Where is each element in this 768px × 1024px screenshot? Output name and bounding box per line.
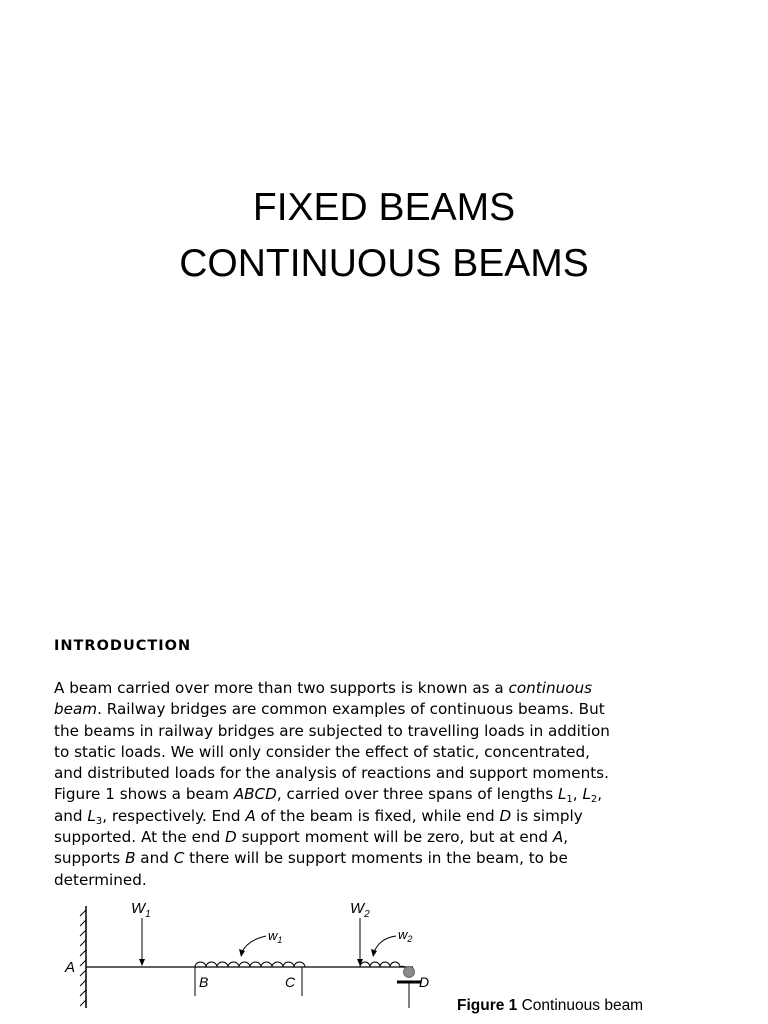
continuous-beam-figure (58, 896, 450, 1024)
introduction-paragraph: A beam carried over more than two supports is known as a continuous beam. Railway bridges are common examples of continuous beams. But the beams in railway bridges are subjected to travelling loads in addition to static loads. We will only consider the effect of static, concentrated, and distributed loads for the analysis of reactions and support moments. Figure 1 shows a beam ABCD, carried over three spans of lengths $L_1$, $L_2$, and $L_3$, respectively. End A of the beam is fixed, while end D is simply supported. At the end D support moment will be zero, but at end A, supports B and C there will be support moments in the beam, to be determined. (54, 679, 610, 889)
label-w1: $w_1$ (268, 928, 283, 945)
title-line-1: FIXED BEAMS (252, 186, 516, 229)
roller-support-d (404, 967, 415, 978)
title-line-2: CONTINUOUS BEAMS (179, 242, 589, 285)
figure-caption-text: Continuous beam (517, 997, 644, 1014)
fixed-support-hatch (80, 910, 86, 1006)
label-w2: $w_2$ (398, 927, 413, 944)
label-A: A (65, 959, 76, 976)
label-W2: $W_2$ (350, 900, 370, 920)
label-D: D (419, 974, 430, 990)
distributed-load-w1 (195, 962, 305, 967)
distributed-load-w2 (360, 962, 405, 967)
slide-title (0, 180, 768, 292)
figure-caption (457, 997, 643, 1015)
section-heading: INTRODUCTION (54, 638, 192, 654)
label-B: B (199, 974, 209, 990)
label-C: C (285, 974, 296, 990)
figure-caption-number: Figure 1 (457, 997, 518, 1014)
label-W1: $W_1$ (131, 900, 151, 920)
